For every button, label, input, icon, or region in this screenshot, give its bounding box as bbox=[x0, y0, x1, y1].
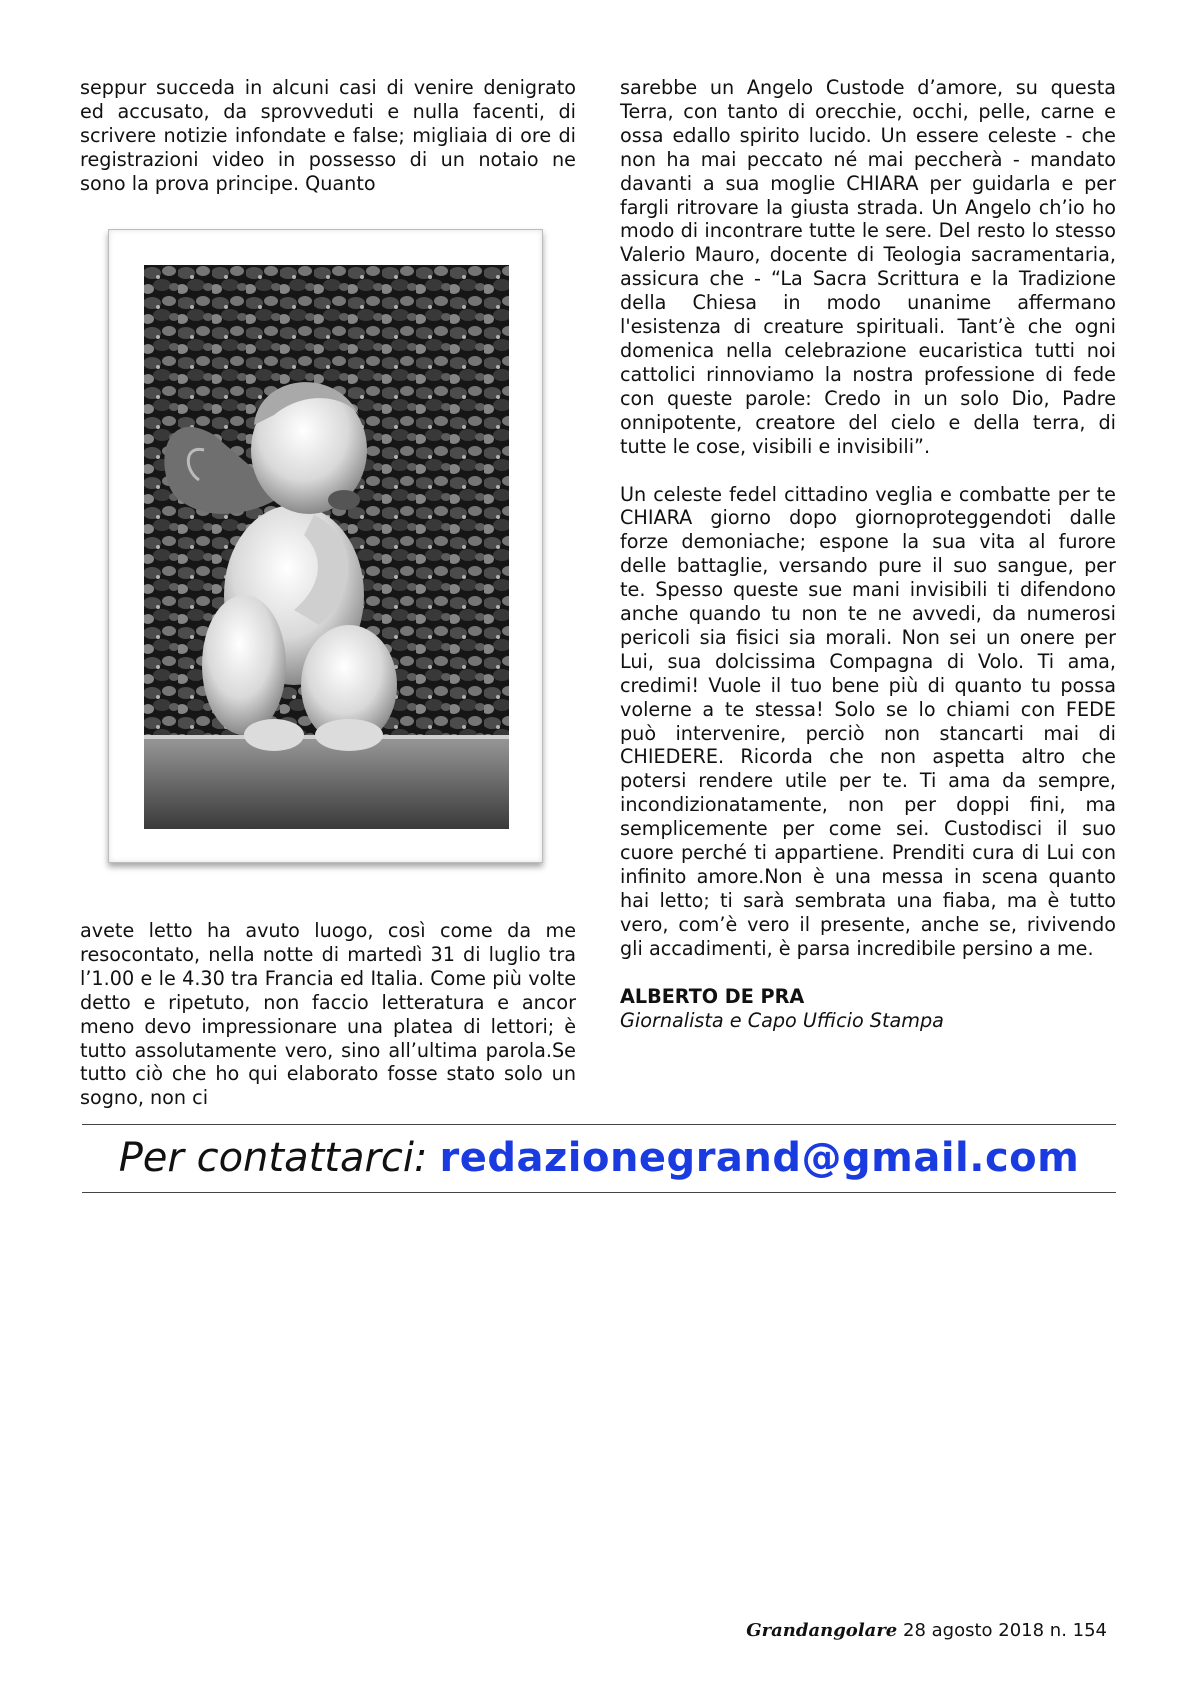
cherub-image-icon bbox=[144, 265, 509, 829]
contact-banner bbox=[82, 1128, 1116, 1188]
article-text: seppur succeda in alcuni casi di venire denigrato ed accusato, da sprovveduti e nulla facenti, di scrivere notizie infondate e false; migliaia di ore di registrazioni video in possesso di un notaio ne sono la prova principe. Quanto bbox=[80, 76, 576, 195]
divider-top bbox=[82, 1124, 1116, 1125]
author-role: Giornalista e Capo Ufficio Stampa bbox=[620, 1008, 944, 1032]
page-footer bbox=[746, 1620, 1107, 1641]
divider-bottom bbox=[82, 1192, 1116, 1193]
article-column-left-top bbox=[80, 76, 576, 196]
cherub-photo bbox=[144, 265, 509, 829]
article-text: avete letto ha avuto luogo, così come da me resocontato, nella notte di martedì 31 di luglio tra l’1.00 e le 4.30 tra Francia ed Italia. Come più volte detto e ripetuto, non faccio letteratura e ancor meno devo impressionare una platea di lettori; è tutto assolutamente vero, sino all’ultima parola.Se tutto ciò che ho qui elaborato fosse stato solo un sogno, non ci bbox=[80, 919, 576, 1110]
contact-email-link[interactable]: redazionegrand@gmail.com bbox=[439, 1135, 1080, 1181]
article-paragraph-2: Un celeste fedel cittadino veglia e combatte per te CHIARA giorno dopo giornoproteggendoti dalle forze demoniache; espone la sua vita al furore delle battaglie, versando pure il suo sangue, per te. Spesso queste sue mani invisibili ti difendono anche quando tu non te ne avvedi, da numerosi pericoli sia fisici sia morali. Non sei un onere per Lui, sua dolcissima Compagna di Volo. Ti ama, credimi! Vuole il tuo bene più di quanto tu possa volerne a te stessa! Solo se lo chiami con FEDE può intervenire, perciò non stancarti mai di CHIEDERE. Ricorda che non aspetta altro che potersi rendere utile per te. Ti ama da sempre, incondizionatamente, non per doppi fini, ma semplicemente per come sei. Custodisci il suo cuore perché ti appartiene. Prenditi cura di Lui con infinito amore.Non è una messa in scena quanto hai letto; ti sarà sembrata una fiaba, ma è tutto vero, com’è vero il presente, anche se, rivivendo gli accadimenti, è parsa incredibile persino a me. bbox=[620, 482, 1116, 960]
article-column-right bbox=[620, 76, 1116, 1032]
magazine-name: Grandangolare bbox=[746, 1620, 898, 1641]
article-column-left-bottom bbox=[80, 919, 576, 1110]
issue-info: 28 agosto 2018 n. 154 bbox=[897, 1620, 1107, 1641]
photo-frame bbox=[108, 229, 543, 863]
author-name: ALBERTO DE PRA bbox=[620, 984, 805, 1008]
contact-label: Per contattarci: bbox=[118, 1135, 428, 1181]
article-paragraph-1: sarebbe un Angelo Custode d’amore, su questa Terra, con tanto di orecchie, occhi, pelle, carne e ossa edallo spirito lucido. Un essere celeste - che non ha mai peccato né mai peccherà - mandato davanti a sua moglie CHIARA per guidarla e per fargli ritrovare la giusta strada. Un Angelo ch’io ho modo di incontrare tutte le sere. Del resto lo stesso Valerio Mauro, docente di Teologia sacramentaria, assicura che - “La Sacra Scrittura e la Tradizione della Chiesa in modo unanime affermano l'esistenza di creature spirituali. Tant’è che ogni domenica nella celebrazione eucaristica tutti noi cattolici rinnoviamo la nostra professione di fede con queste parole: Credo in un solo Dio, Padre onnipotente, creatore del cielo e della terra, di tutte le cose, visibili e invisibili”. bbox=[620, 76, 1116, 458]
